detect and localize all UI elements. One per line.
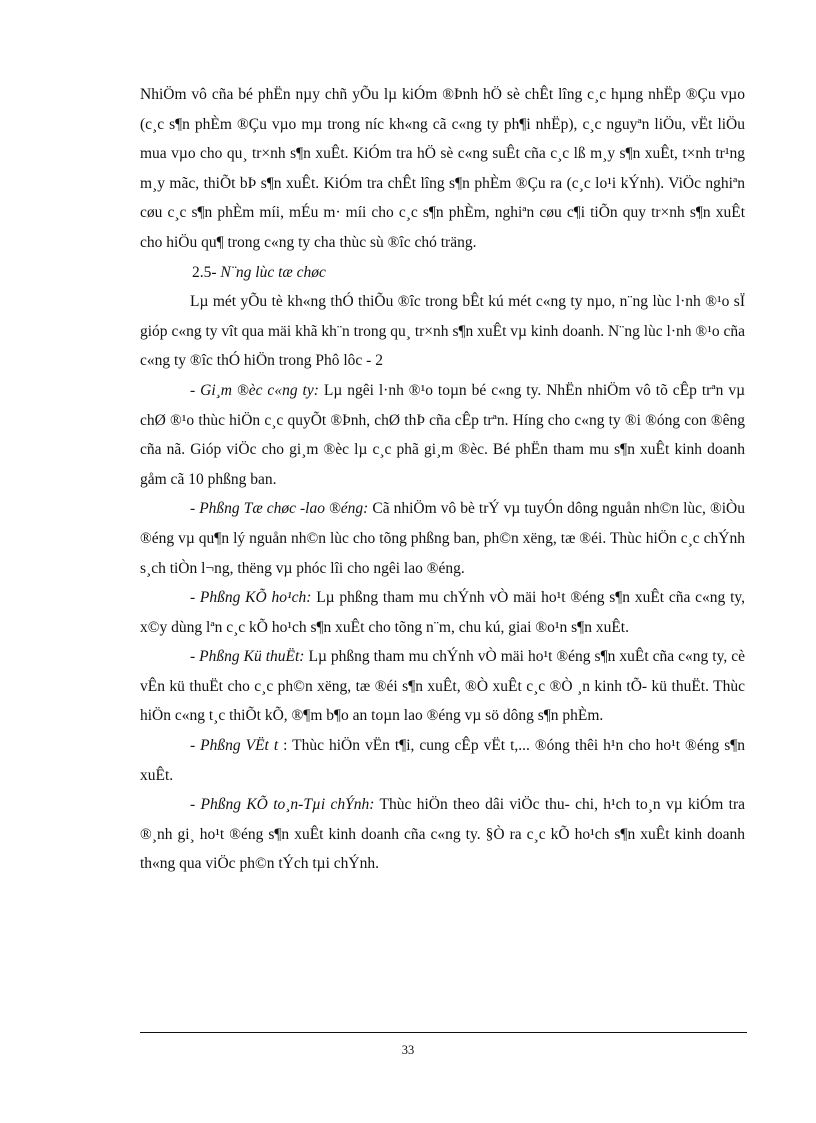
document-body <box>140 80 745 879</box>
item-lead: - Phßng VËt t <box>190 737 279 755</box>
item-text: : Thùc hiÖn vËn t¶i, cung cÊp vËt t,... ®óng thêi h¹n cho ho¹t ®éng s¶n xuÊt. <box>140 737 745 784</box>
item-lead: - Phßng Tæ chøc -lao ®éng: <box>190 500 369 518</box>
department-item-technical <box>140 642 745 731</box>
department-item-organization-labor <box>140 494 745 583</box>
department-item-director <box>140 376 745 494</box>
department-item-materials <box>140 731 745 790</box>
department-item-accounting-finance <box>140 790 745 879</box>
section-heading <box>140 258 745 288</box>
item-lead: - Phßng KÕ ho¹ch: <box>190 589 312 607</box>
footer-divider <box>140 1032 747 1033</box>
item-text: Lµ ngêi l·nh ®¹o toµn bé c«ng ty. NhËn nhiÖm vô tõ cÊp trªn vµ chØ ®¹o thùc hiÖn c¸c quyÕt ®Þnh, chØ thÞ cña cÊp trªn. Híng cho c«ng ty ®i ®óng con ®êng cña nã. Gióp viÖc cho gi¸m ®èc lµ c¸c phã gi¸m ®èc. Bé phËn tham mu s¶n xuÊt kinh doanh gåm cã 10 phßng ban. <box>140 381 746 488</box>
section-title: N¨ng lùc tæ chøc <box>220 263 326 281</box>
intro-paragraph: NhiÖm vô cña bé phËn nµy chñ yÕu lµ kiÓm ®Þnh hÖ sè chÊt lîng c¸c hµng nhËp ®Çu vµo (c¸c s¶n phÈm ®Çu vµo mµ trong níc kh«ng cã c«ng ty ph¶i nhËp), c¸c nguyªn liÖu, vËt liÖu mua vµo cho qu¸ tr×nh s¶n xuÊt. KiÓm tra hÖ sè c«ng suÊt cña c¸c lß m¸y s¶n xuÊt, t×nh tr¹ng m¸y mãc, thiÕt bÞ s¶n xuÊt. KiÓm tra chÊt lîng s¶n phÈm ®Çu ra (c¸c lo¹i kÝnh). ViÖc nghiªn cøu c¸c s¶n phÈm míi, mÉu m· míi cho c¸c s¶n phÈm, nghiªn cøu c¶i tiÕn quy tr×nh s¶n xuÊt cho hiÖu qu¶ trong c«ng ty cha thùc sù ®îc chó träng. <box>140 86 745 251</box>
item-text: Cã nhiÖm vô bè trÝ vµ tuyÓn dông nguån nh©n lùc, ®iÒu ®éng vµ qu¶n lý nguån nh©n lùc cho tõng phßng ban, ph©n xëng, tæ ®éi. Thùc hiÖn c¸c chÝnh s¸ch tiÒn l¬ng, thëng vµ phóc lîi cho ngêi lao ®éng. <box>140 500 745 577</box>
item-text: Thùc hiÖn theo dâi viÖc thu- chi, h¹ch to¸n vµ kiÓm tra ®¸nh gi¸ ho¹t ®éng s¶n xuÊt kinh doanh cña c«ng ty. §Ò ra c¸c kÕ ho¹ch s¶n xuÊt kinh doanh th«ng qua viÖc ph©n tÝch tµi chÝnh. <box>140 796 745 873</box>
item-text: Lµ phßng tham mu chÝnh vÒ mäi ho¹t ®éng s¶n xuÊt cña c«ng ty, x©y dùng lªn c¸c kÕ ho¹ch s¶n xuÊt cho tõng n¨m, chu kú, giai ®o¹n s¶n xuÊt. <box>140 589 745 636</box>
section-number: 2.5- <box>192 263 217 281</box>
page-number: 33 <box>401 1043 415 1057</box>
item-lead: - Phßng KÕ to¸n-Tµi chÝnh: <box>190 796 375 814</box>
item-text: Lµ phßng tham mu chÝnh vÒ mäi ho¹t ®éng s¶n xuÊt cña c«ng ty, cè vÊn kü thuËt cho c¸c ph©n xëng, tæ ®éi s¶n xuÊt, ®Ò xuÊt c¸c ®Ò ¸n kinh tÕ- kü thuËt. Thùc hiÖn c«ng t¸c thiÕt kÕ, ®¶m b¶o an toµn lao ®éng vµ sö dông s¶n phÈm. <box>140 648 745 725</box>
section-intro-paragraph: Lµ mét yÕu tè kh«ng thÓ thiÕu ®îc trong bÊt kú mét c«ng ty nµo, n¨ng lùc l·nh ®¹o sÏ gióp c«ng ty vît qua mäi khã kh¨n trong qu¸ tr×nh s¶n xuÊt vµ kinh doanh. N¨ng lùc l·nh ®¹o cña c«ng ty ®îc thÓ hiÖn trong Phô lôc - 2 <box>140 293 745 370</box>
item-lead: - Phßng Kü thuËt: <box>190 648 305 666</box>
department-item-planning <box>140 583 745 642</box>
item-lead: - Gi¸m ®èc c«ng ty: <box>190 381 319 399</box>
